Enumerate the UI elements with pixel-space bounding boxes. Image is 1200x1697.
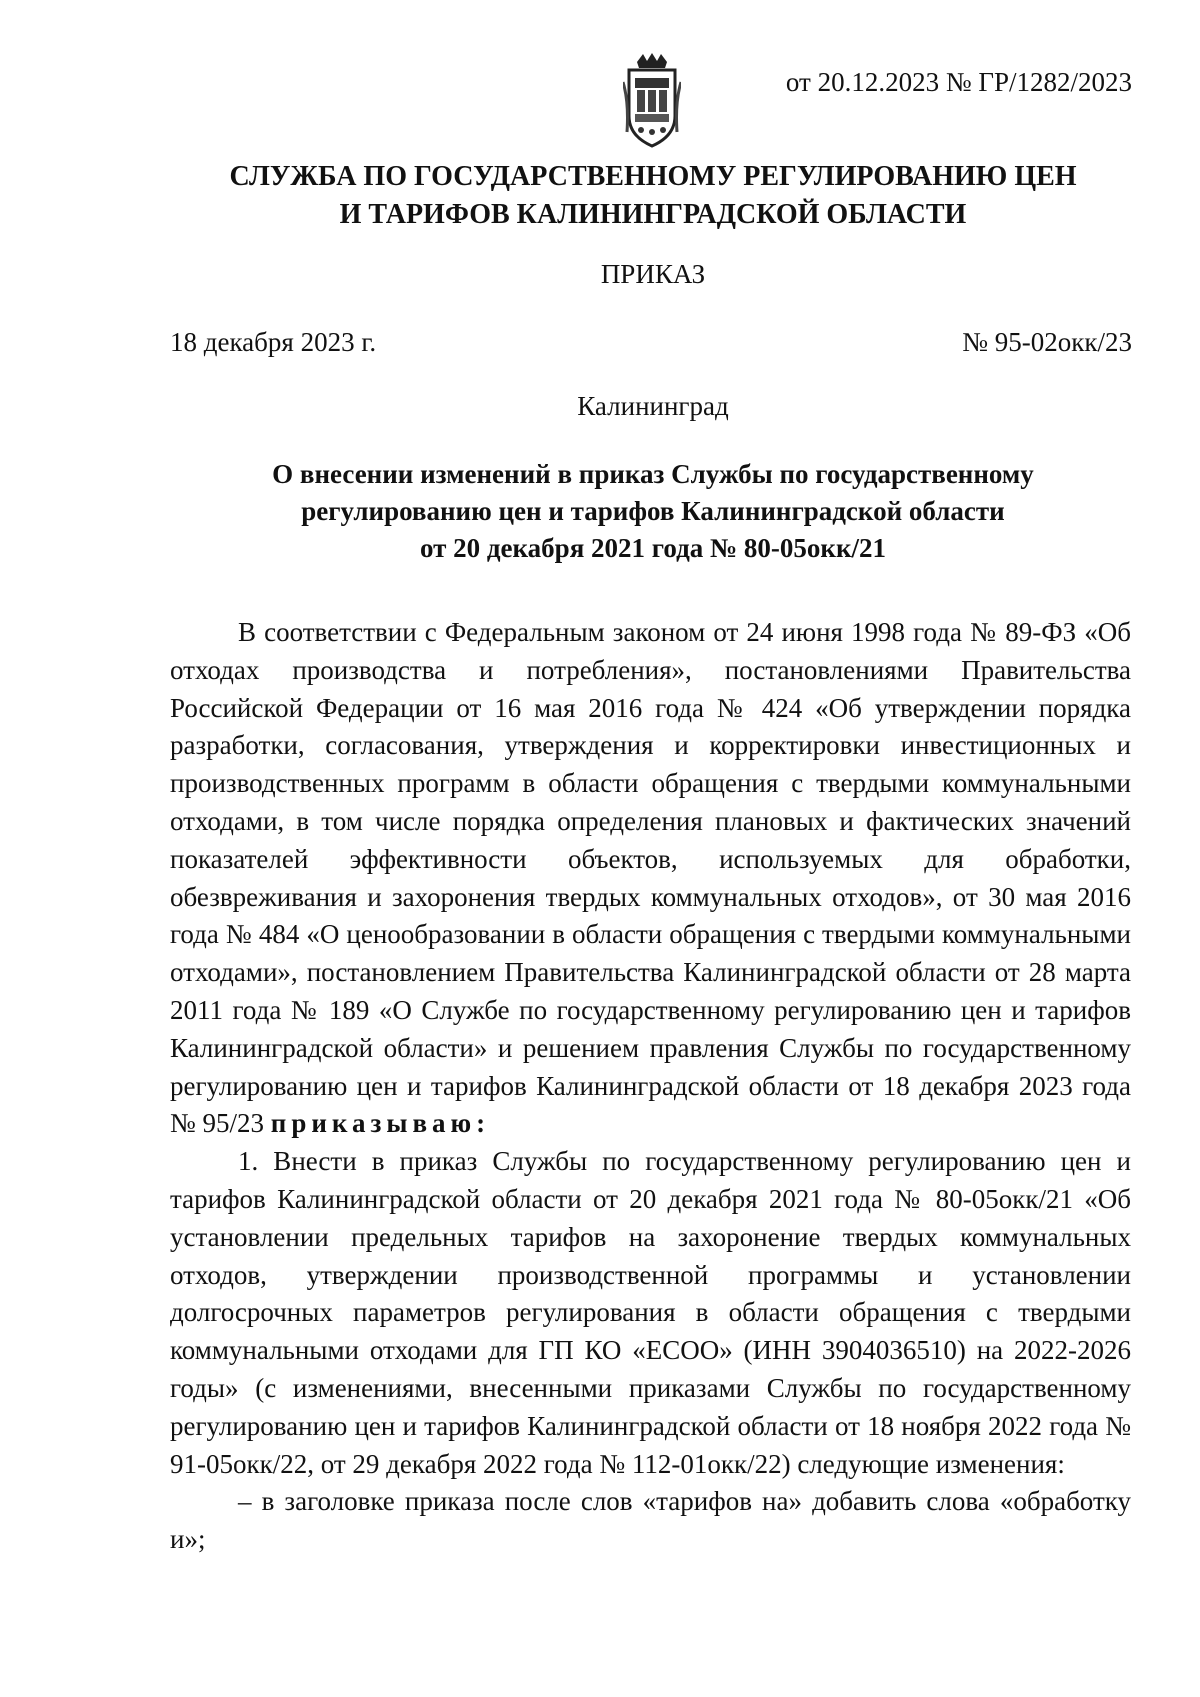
subject-line-3: от 20 декабря 2021 года № 80-05окк/21 [419,533,887,563]
document-number: № 95-02окк/23 [962,327,1132,357]
registration-stamp: от 20.12.2023 № ГР/1282/2023 [785,67,1132,97]
coat-of-arms-icon [623,52,681,149]
document-city: Калининград [577,391,729,421]
clause-1-paragraph: 1. Внести в приказ Службы по государственному регулированию цен и тарифов Калининградской области от 20 декабря 2021 года № 80-05окк/21 «Об установлении предельных тарифов на захоронение твердых коммунальных отходов, утверждении производственной программы и установлении долгосрочных параметров регулирования в области обращения с твердыми коммунальными отходами для ГП КО «ЕСОО» (ИНН 3904036510) на 2022-2026 годы» (с изменениями, внесенными приказами Службы по государственному регулированию цен и тарифов Калининградской области от 18 ноября 2022 года № 91-05окк/22, от 29 декабря 2022 года № 112-01окк/22) следующие изменения: [170,1146,1131,1479]
order-verb: приказываю: [270,1108,491,1139]
organization-title-line-1: СЛУЖБА ПО ГОСУДАРСТВЕННОМУ РЕГУЛИРОВАНИЮ ЦЕН [229,161,1077,192]
document-subject [160,456,1146,567]
document-body [170,614,1131,1559]
organization-title-line-2: И ТАРИФОВ КАЛИНИНГРАДСКОЙ ОБЛАСТИ [339,199,967,230]
subject-line-1: О внесении изменений в приказ Службы по государственному [272,459,1034,489]
document-type: ПРИКАЗ [600,259,706,289]
clause-1-item-paragraph: – в заголовке приказа после слов «тарифов на» добавить слова «обработку и»; [170,1486,1131,1555]
preamble-text: В соответствии с Федеральным законом от 24 июня 1998 года № 89-ФЗ «Об отходах производства и потребления», постановлениями Правительства Российской Федерации от 16 мая 2016 года № 424 «Об утверждении порядка разработки, согласования, утверждения и корректировки инвестиционных и производственных программ в области обращения с твердыми коммунальными отходами, в том числе порядка определения плановых и фактических значений показателей эффективности объектов, используемых для обработки, обезвреживания и захоронения твердых коммунальных отходов», от 30 мая 2016 года № 484 «О ценообразовании в области обращения с твердыми коммунальными отходами», постановлением Правительства Калининградской области от 28 марта 2011 года № 189 «О Службе по государственному регулированию цен и тарифов Калининградской области» и решением правления Службы по государственному регулированию цен и тарифов Калининградской области от 18 декабря 2023 года № 95/23 [170,617,1131,1139]
document-date: 18 декабря 2023 г. [170,327,377,357]
subject-line-2: регулированию цен и тарифов Калининградской области [301,496,1005,526]
preamble-paragraph [170,614,1131,1143]
organization-title [160,158,1146,234]
